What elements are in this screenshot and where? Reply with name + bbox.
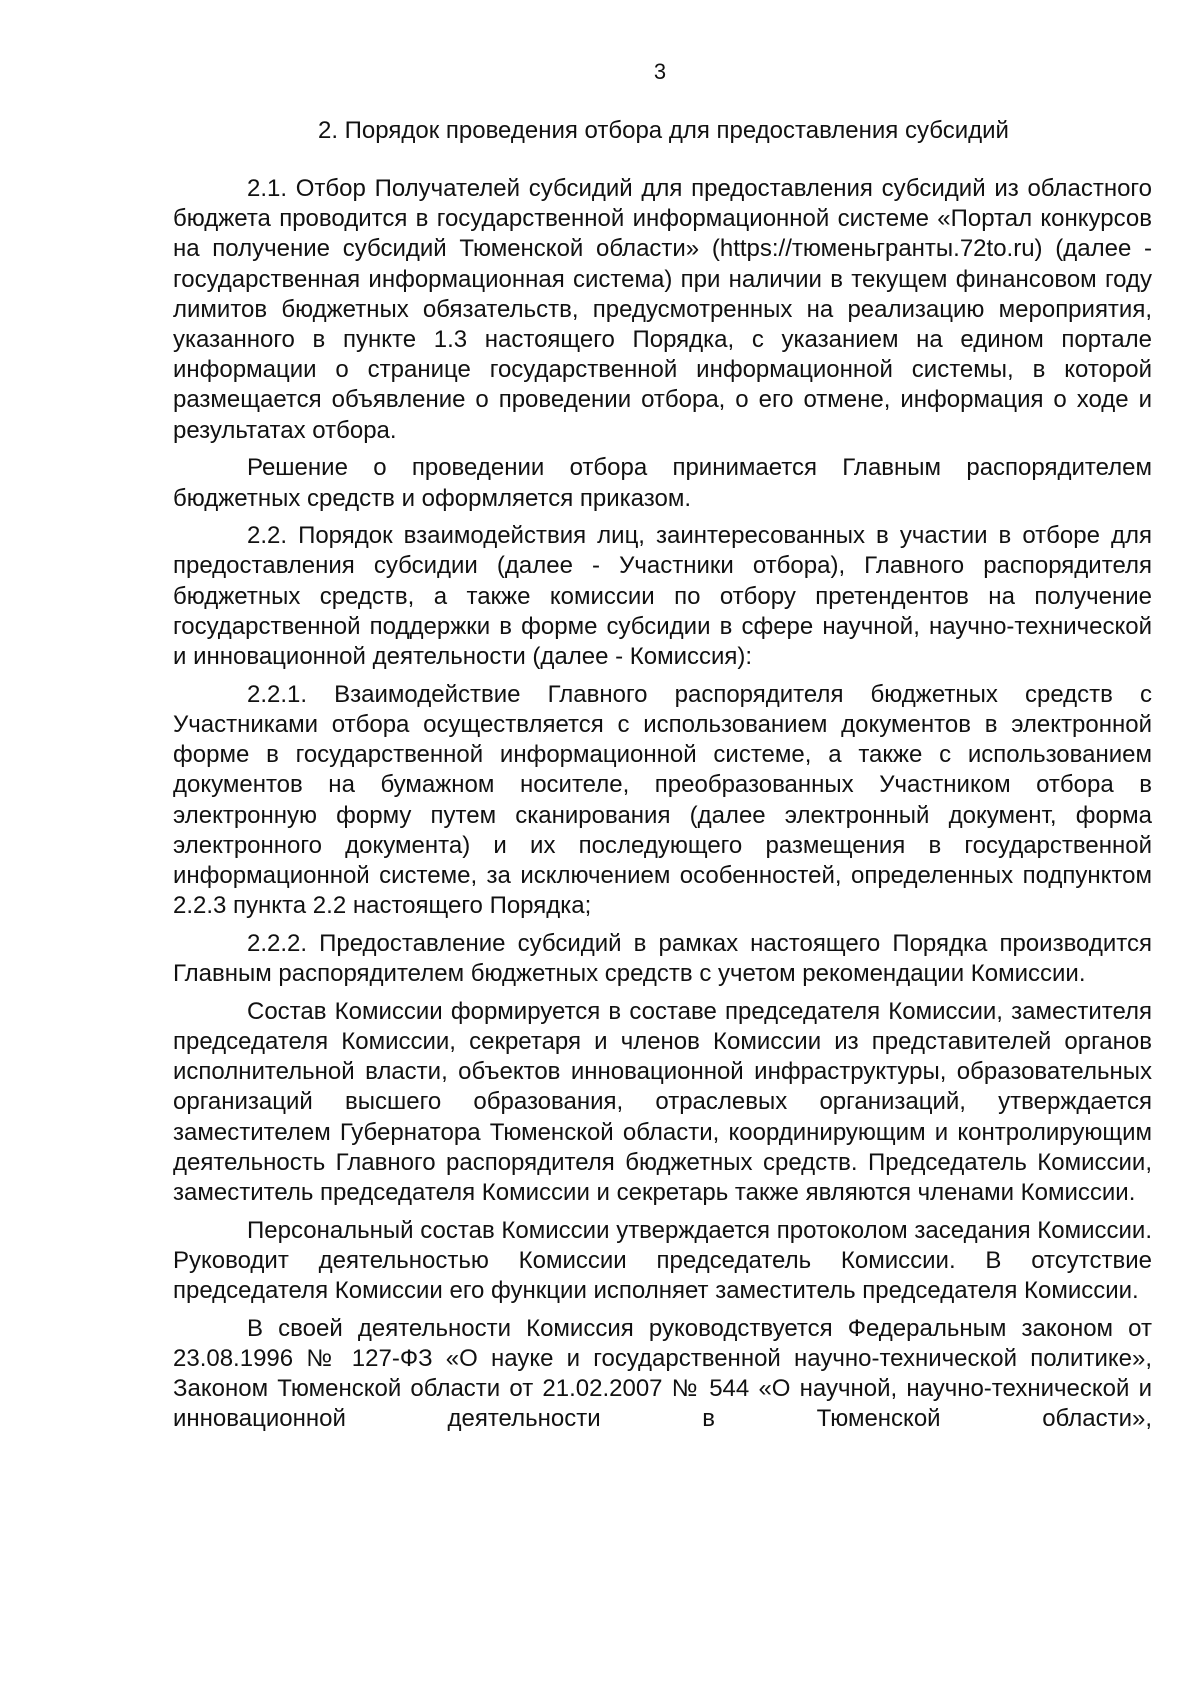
paragraph-2-2-2: 2.2.2. Предоставление субсидий в рамках настоящего Порядка производится Главным распорядителем бюджетных средств с учетом рекомендации Комиссии.: [173, 929, 1152, 988]
paragraph-decision: Решение о проведении отбора принимается Главным распорядителем бюджетных средств и оформляется приказом.: [173, 454, 1152, 512]
paragraph-2-1: 2.1. Отбор Получателей субсидий для предоставления субсидий из областного бюджета проводится в государственной информационной системе «Портал конкурсов на получение субсидий Тюменской области» (https://тюменьгранты.72to.ru) (далее - государственная информационная система) при наличии в текущем финансовом году лимитов бюджетных обязательств, предусмотренных на реализацию мероприятия, указанного в пункте 1.3 настоящего Порядка, с указанием на едином портале информации о странице государственной информационной системы, в которой размещается объявление о проведении отбора, о его отмене, информация о ходе и результатах отбора.: [173, 175, 1152, 444]
paragraph-2-2-1: 2.2.1. Взаимодействие Главного распорядителя бюджетных средств с Участниками отбора осуществляется с использованием документов в электронной форме в государственной информационной системе, а также с использованием документов на бумажном носителе, преобразованных Участником отбора в электронную форму путем сканирования (далее электронный документ, форма электронного документа) и их последующего размещения в государственной информационной системе, за исключением особенностей, определенных подпунктом 2.2.3 пункта 2.2 настоящего Порядка;: [173, 680, 1152, 920]
paragraph-commission-composition: Состав Комиссии формируется в составе председателя Комиссии, заместителя председателя Комиссии, секретаря и членов Комиссии из представителей органов исполнительной власти, объектов инновационной инфраструктуры, образовательных организаций высшего образования, отраслевых организаций, утверждается заместителем Губернатора Тюменской области, координирующим и контролирующим деятельность Главного распорядителя бюджетных средств. Председатель Комиссии, заместитель председателя Комиссии и секретарь также являются членами Комиссии.: [173, 997, 1152, 1206]
paragraph-commission-legal-basis: В своей деятельности Комиссия руководствуется Федеральным законом от 23.08.1996 № 127-ФЗ «О науке и государственной научно-технической политике», Законом Тюменской области от 21.02.2007 № 544 «О научной, научно-технической и инновационной деятельности в Тюменской области»,: [173, 1314, 1152, 1433]
paragraph-2-2: 2.2. Порядок взаимодействия лиц, заинтересованных в участии в отборе для предоставления субсидии (далее - Участники отбора), Главного распорядителя бюджетных средств, а также комиссии по отбору претендентов на получение государственной поддержки в форме субсидии в сфере научной, научно-технической и инновационной деятельности (далее - Комиссия):: [173, 522, 1152, 671]
section-title: 2. Порядок проведения отбора для предоставления субсидий: [318, 117, 1009, 144]
paragraph-commission-personnel: Персональный состав Комиссии утверждается протоколом заседания Комиссии. Руководит деятельностью Комиссии председатель Комиссии. В отсутствие председателя Комиссии его функции исполняет заместитель председателя Комиссии.: [173, 1216, 1152, 1305]
document-body: [173, 174, 1152, 1435]
page-number: 3: [653, 59, 667, 84]
